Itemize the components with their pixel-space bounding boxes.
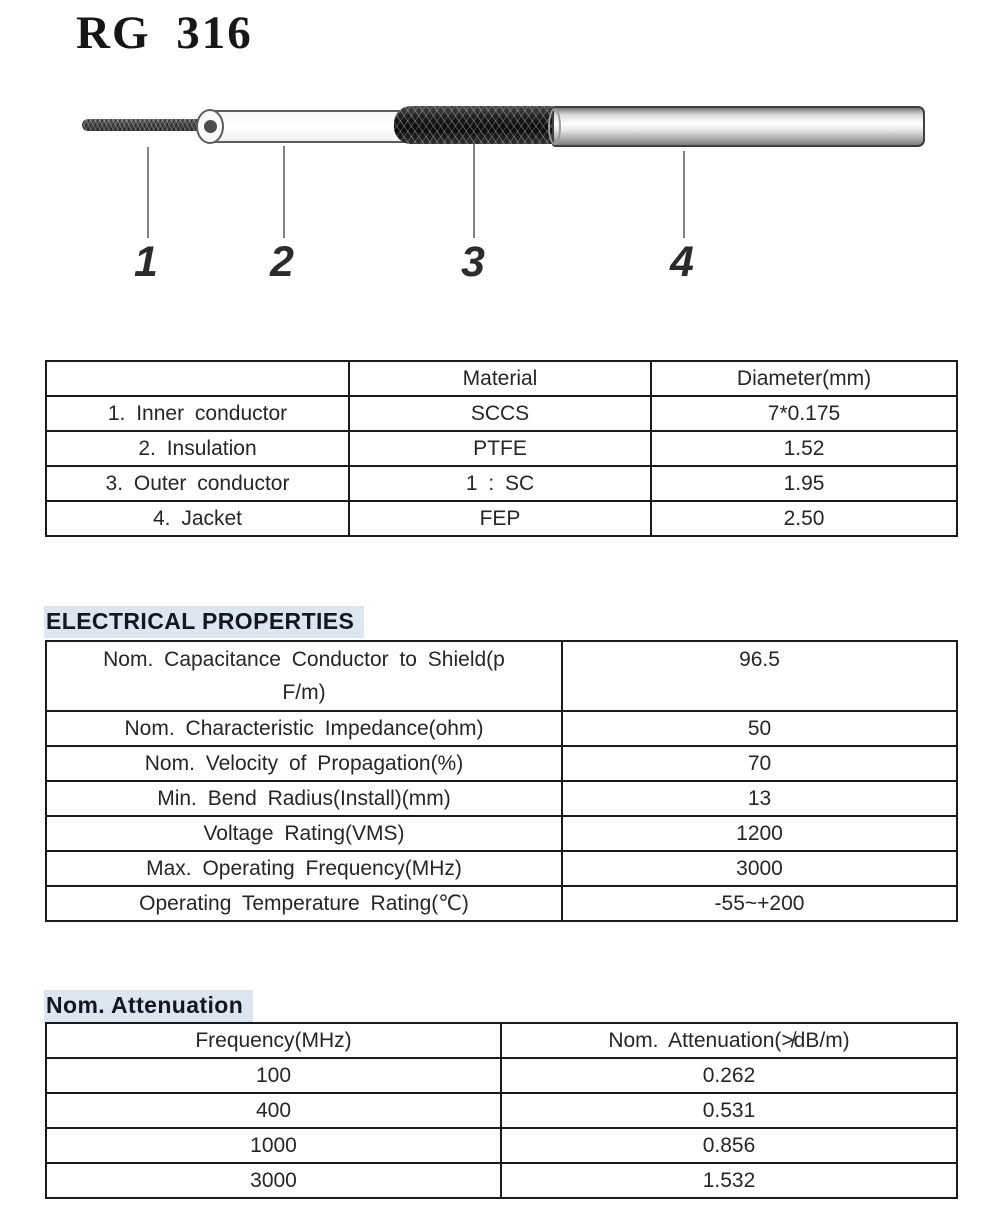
attenuation-frequency: 400 [46,1093,501,1128]
attenuation-table [45,1022,958,1199]
table-row [46,781,957,816]
electrical-value: -55~+200 [562,886,957,921]
attenuation-value: 0.856 [501,1128,957,1163]
attenuation-header-row [46,1023,957,1058]
electrical-label: Nom. Characteristic Impedance(ohm) [46,711,562,746]
electrical-properties-table [45,640,958,922]
construction-header-part [46,361,349,396]
attenuation-value: 0.262 [501,1058,957,1093]
electrical-label: Operating Temperature Rating(℃) [46,886,562,921]
leader-line-3 [473,144,475,238]
construction-part: 2. Insulation [46,431,349,466]
leader-line-4 [683,151,685,238]
insulation-end-cap-hole [204,120,217,133]
table-row [46,1163,957,1198]
electrical-value: 96.5 [562,641,957,711]
outer-conductor-braid-graphic [394,106,568,144]
construction-header-row [46,361,957,396]
electrical-value: 3000 [562,851,957,886]
attenuation-frequency: 100 [46,1058,501,1093]
table-row [46,816,957,851]
attenuation-frequency: 1000 [46,1128,501,1163]
callout-label-3: 3 [461,238,485,286]
table-row [46,396,957,431]
leader-line-2 [283,146,285,238]
table-row [46,1093,957,1128]
electrical-value: 1200 [562,816,957,851]
construction-diameter: 7*0.175 [651,396,957,431]
electrical-label-line2: F/m) [282,681,326,704]
attenuation-heading: Nom. Attenuation [44,990,253,1022]
attenuation-header-frequency: Frequency(MHz) [46,1023,501,1058]
construction-diameter: 1.95 [651,466,957,501]
construction-header-diameter: Diameter(mm) [651,361,957,396]
page-title: RG 316 [76,7,253,59]
inner-conductor-graphic [82,119,214,131]
electrical-label-line1: Nom. Capacitance Conductor to Shield(p [103,648,505,671]
attenuation-frequency: 3000 [46,1163,501,1198]
table-row [46,431,957,466]
electrical-label: Voltage Rating(VMS) [46,816,562,851]
electrical-label: Min. Bend Radius(Install)(mm) [46,781,562,816]
insulation-graphic [208,110,420,143]
construction-part: 4. Jacket [46,501,349,536]
construction-material: SCCS [349,396,651,431]
construction-header-material: Material [349,361,651,396]
jacket-graphic [552,106,925,147]
table-row [46,1058,957,1093]
construction-material: FEP [349,501,651,536]
electrical-value: 13 [562,781,957,816]
table-row [46,746,957,781]
construction-diameter: 2.50 [651,501,957,536]
electrical-label [46,641,562,711]
attenuation-header-value: Nom. Attenuation(≯dB/m) [501,1023,957,1058]
electrical-value: 70 [562,746,957,781]
construction-diameter: 1.52 [651,431,957,466]
callout-label-1: 1 [134,238,158,286]
callout-label-2: 2 [270,238,294,286]
electrical-label: Nom. Velocity of Propagation(%) [46,746,562,781]
attenuation-value: 0.531 [501,1093,957,1128]
leader-line-1 [147,147,149,238]
table-row [46,641,957,711]
callout-label-4: 4 [670,238,694,286]
construction-material: 1 : SC [349,466,651,501]
construction-part: 3. Outer conductor [46,466,349,501]
construction-part: 1. Inner conductor [46,396,349,431]
electrical-properties-heading: ELECTRICAL PROPERTIES [44,606,364,638]
electrical-label: Max. Operating Frequency(MHz) [46,851,562,886]
cable-diagram [0,0,1000,300]
table-row [46,466,957,501]
electrical-value: 50 [562,711,957,746]
construction-material: PTFE [349,431,651,466]
attenuation-value: 1.532 [501,1163,957,1198]
construction-table [45,360,958,537]
table-row [46,711,957,746]
table-row [46,501,957,536]
table-row [46,851,957,886]
jacket-entry-seam [548,108,561,145]
table-row [46,1128,957,1163]
table-row [46,886,957,921]
